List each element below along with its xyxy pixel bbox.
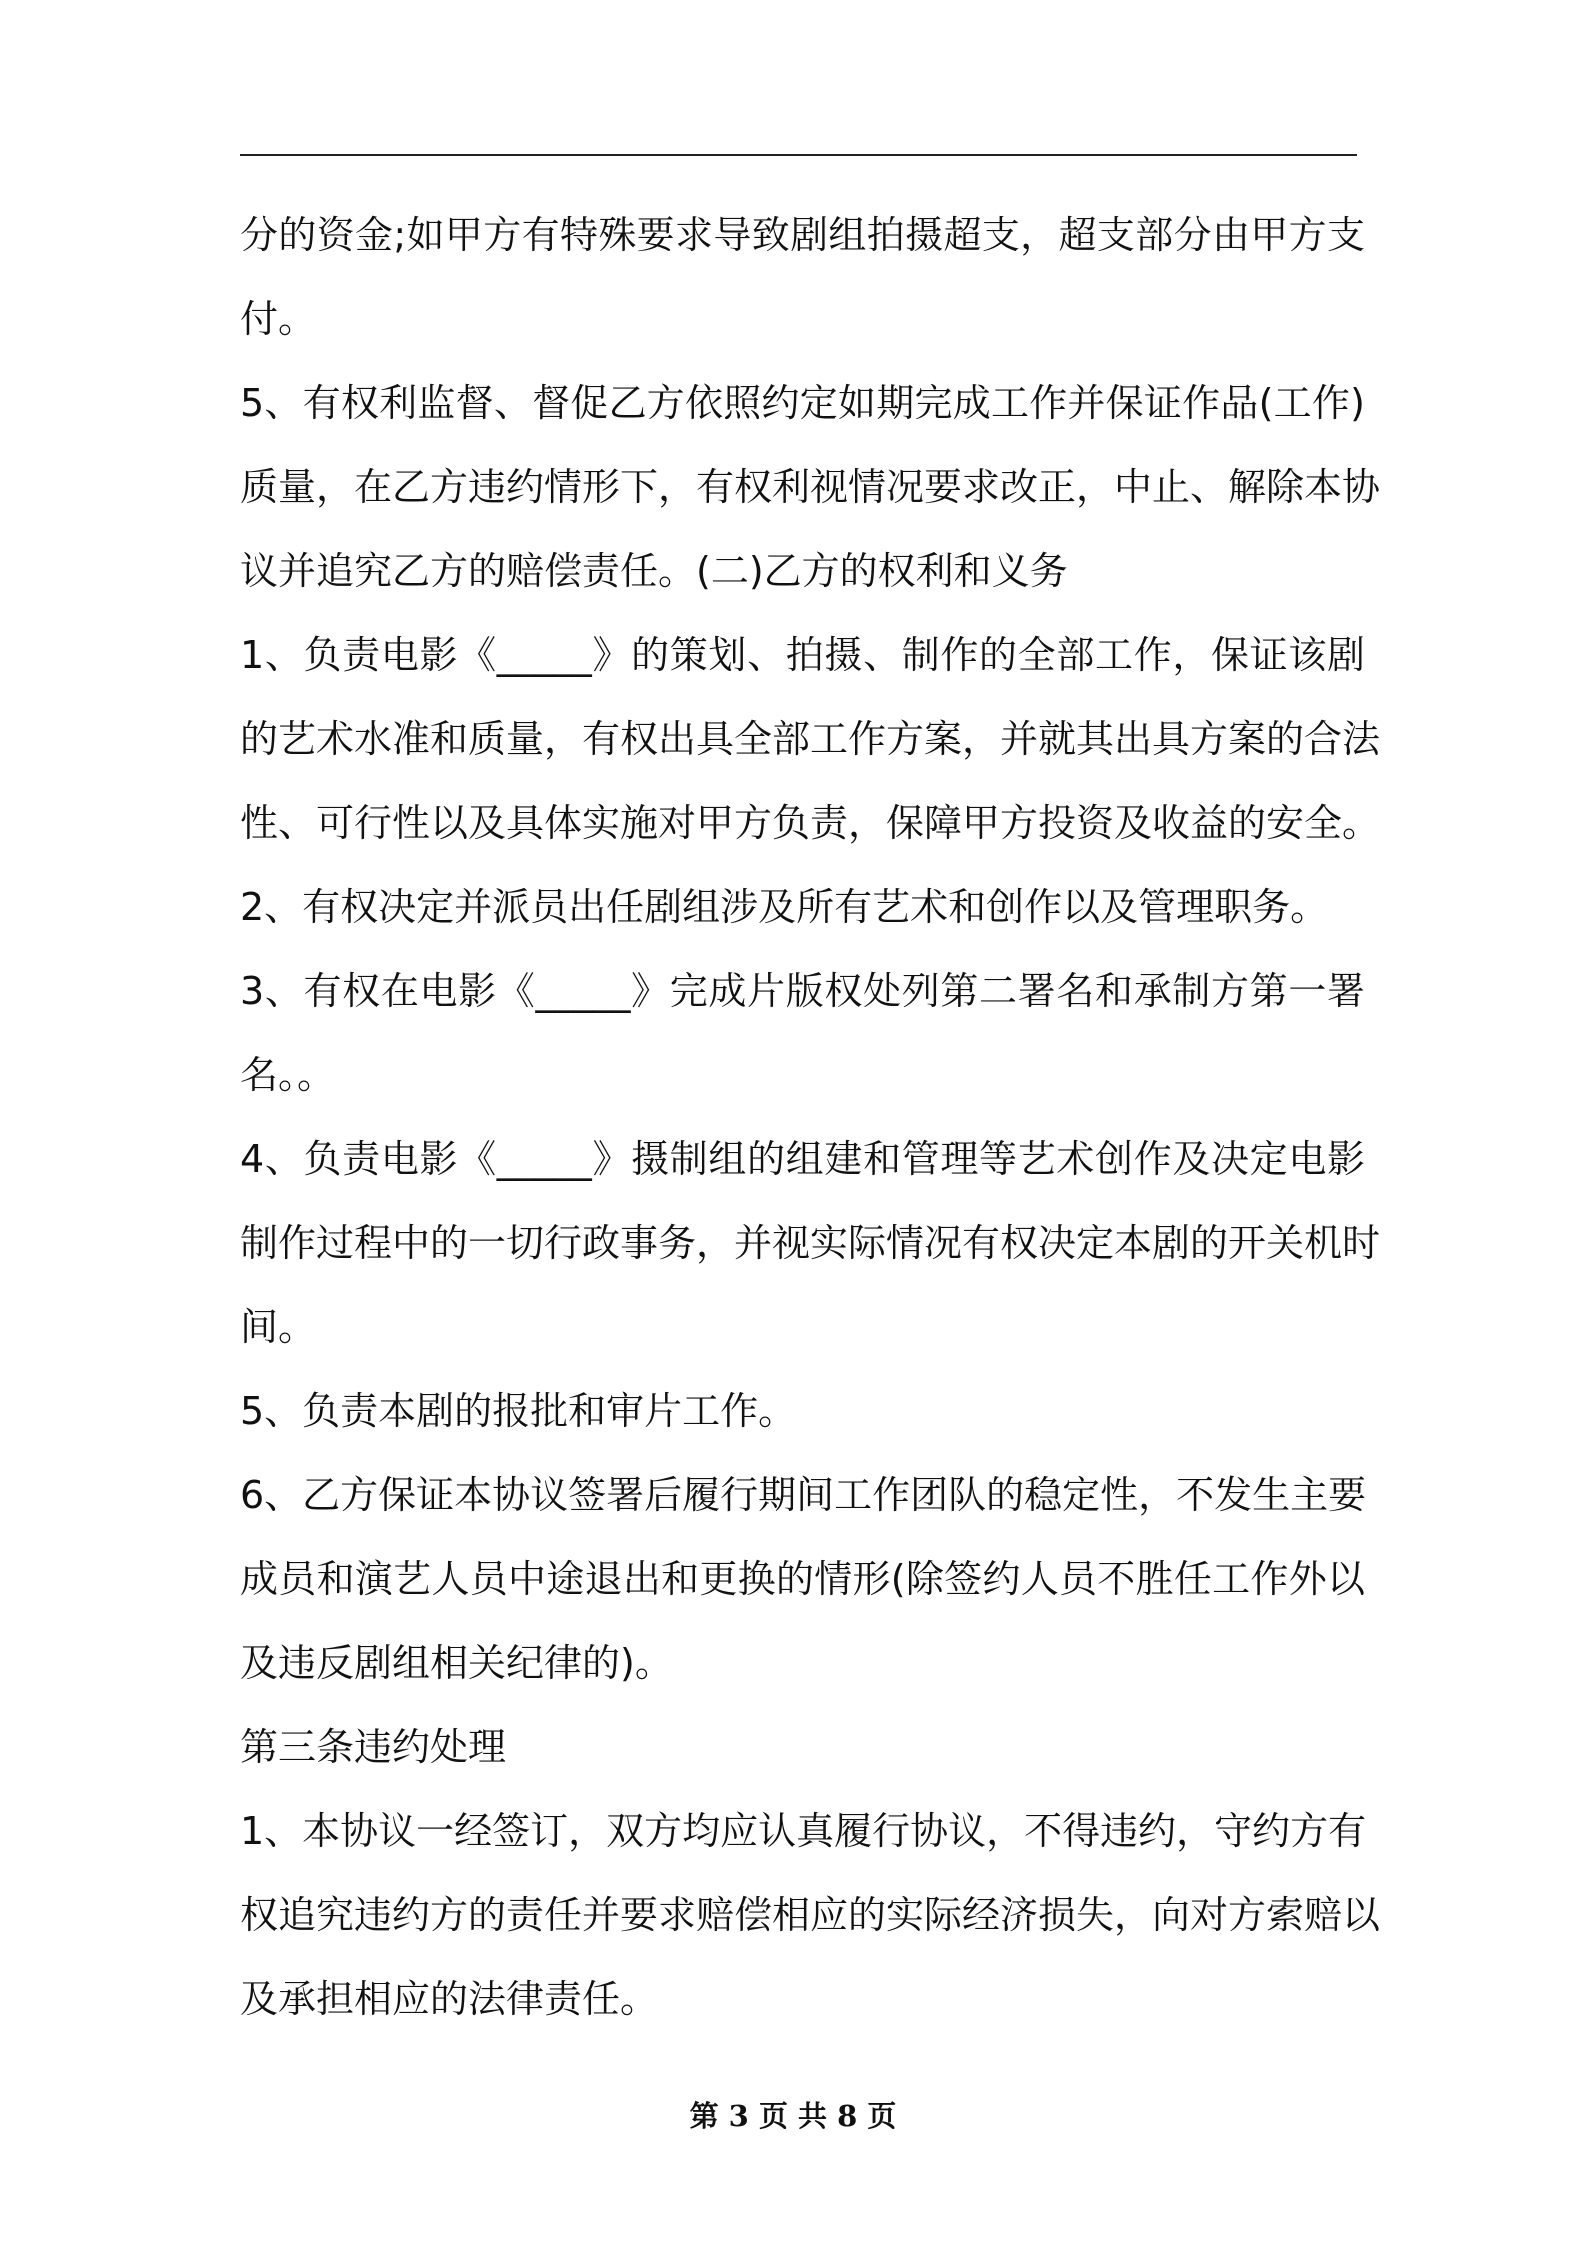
body-line: 分的资金;如甲方有特殊要求导致剧组拍摄超支，超支部分由甲方支: [240, 213, 1365, 257]
body-line: 权追究违约方的责任并要求赔偿相应的实际经济损失，向对方索赔以: [240, 1893, 1381, 1937]
body-line: 制作过程中的一切行政事务，并视实际情况有权决定本剧的开关机时: [240, 1221, 1381, 1265]
body-line: 性、可行性以及具体实施对甲方负责，保障甲方投资及收益的安全。: [240, 801, 1381, 845]
body-line: 议并追究乙方的赔偿责任。(二)乙方的权利和义务: [240, 549, 1068, 593]
body-line: 及违反剧组相关纪律的)。: [240, 1641, 673, 1685]
body-line: 名。。: [240, 1053, 336, 1097]
document-body: [240, 193, 1381, 2041]
body-line: 质量，在乙方违约情形下，有权利视情况要求改正，中止、解除本协: [240, 465, 1381, 509]
body-line: 5、有权利监督、督促乙方依照约定如期完成工作并保证作品(工作): [240, 381, 1365, 425]
body-line: 2、有权决定并派员出任剧组涉及所有艺术和创作以及管理职务。: [240, 885, 1329, 929]
header-rule: [240, 154, 1357, 156]
body-line: 3、有权在电影《_____》完成片版权处列第二署名和承制方第一署: [240, 969, 1365, 1013]
section-heading: 第三条违约处理: [240, 1725, 507, 1769]
body-line: 成员和演艺人员中途退出和更换的情形(除签约人员不胜任工作外以: [240, 1557, 1365, 1601]
body-line: 付。: [240, 297, 317, 341]
page-number-footer: 第 3 页 共 8 页: [689, 2099, 897, 2133]
body-line: 间。: [240, 1305, 317, 1349]
body-line: 6、乙方保证本协议签署后履行期间工作团队的稳定性，不发生主要: [240, 1473, 1367, 1517]
body-line: 及承担相应的法律责任。: [240, 1977, 659, 2021]
body-line: 1、负责电影《_____》的策划、拍摄、制作的全部工作，保证该剧: [240, 633, 1365, 677]
body-line: 4、负责电影《_____》摄制组的组建和管理等艺术创作及决定电影: [240, 1137, 1365, 1181]
body-line: 5、负责本剧的报批和审片工作。: [240, 1389, 797, 1433]
body-line: 1、本协议一经签订，双方均应认真履行协议，不得违约，守约方有: [240, 1809, 1367, 1853]
body-line: 的艺术水准和质量，有权出具全部工作方案，并就其出具方案的合法: [240, 717, 1381, 761]
